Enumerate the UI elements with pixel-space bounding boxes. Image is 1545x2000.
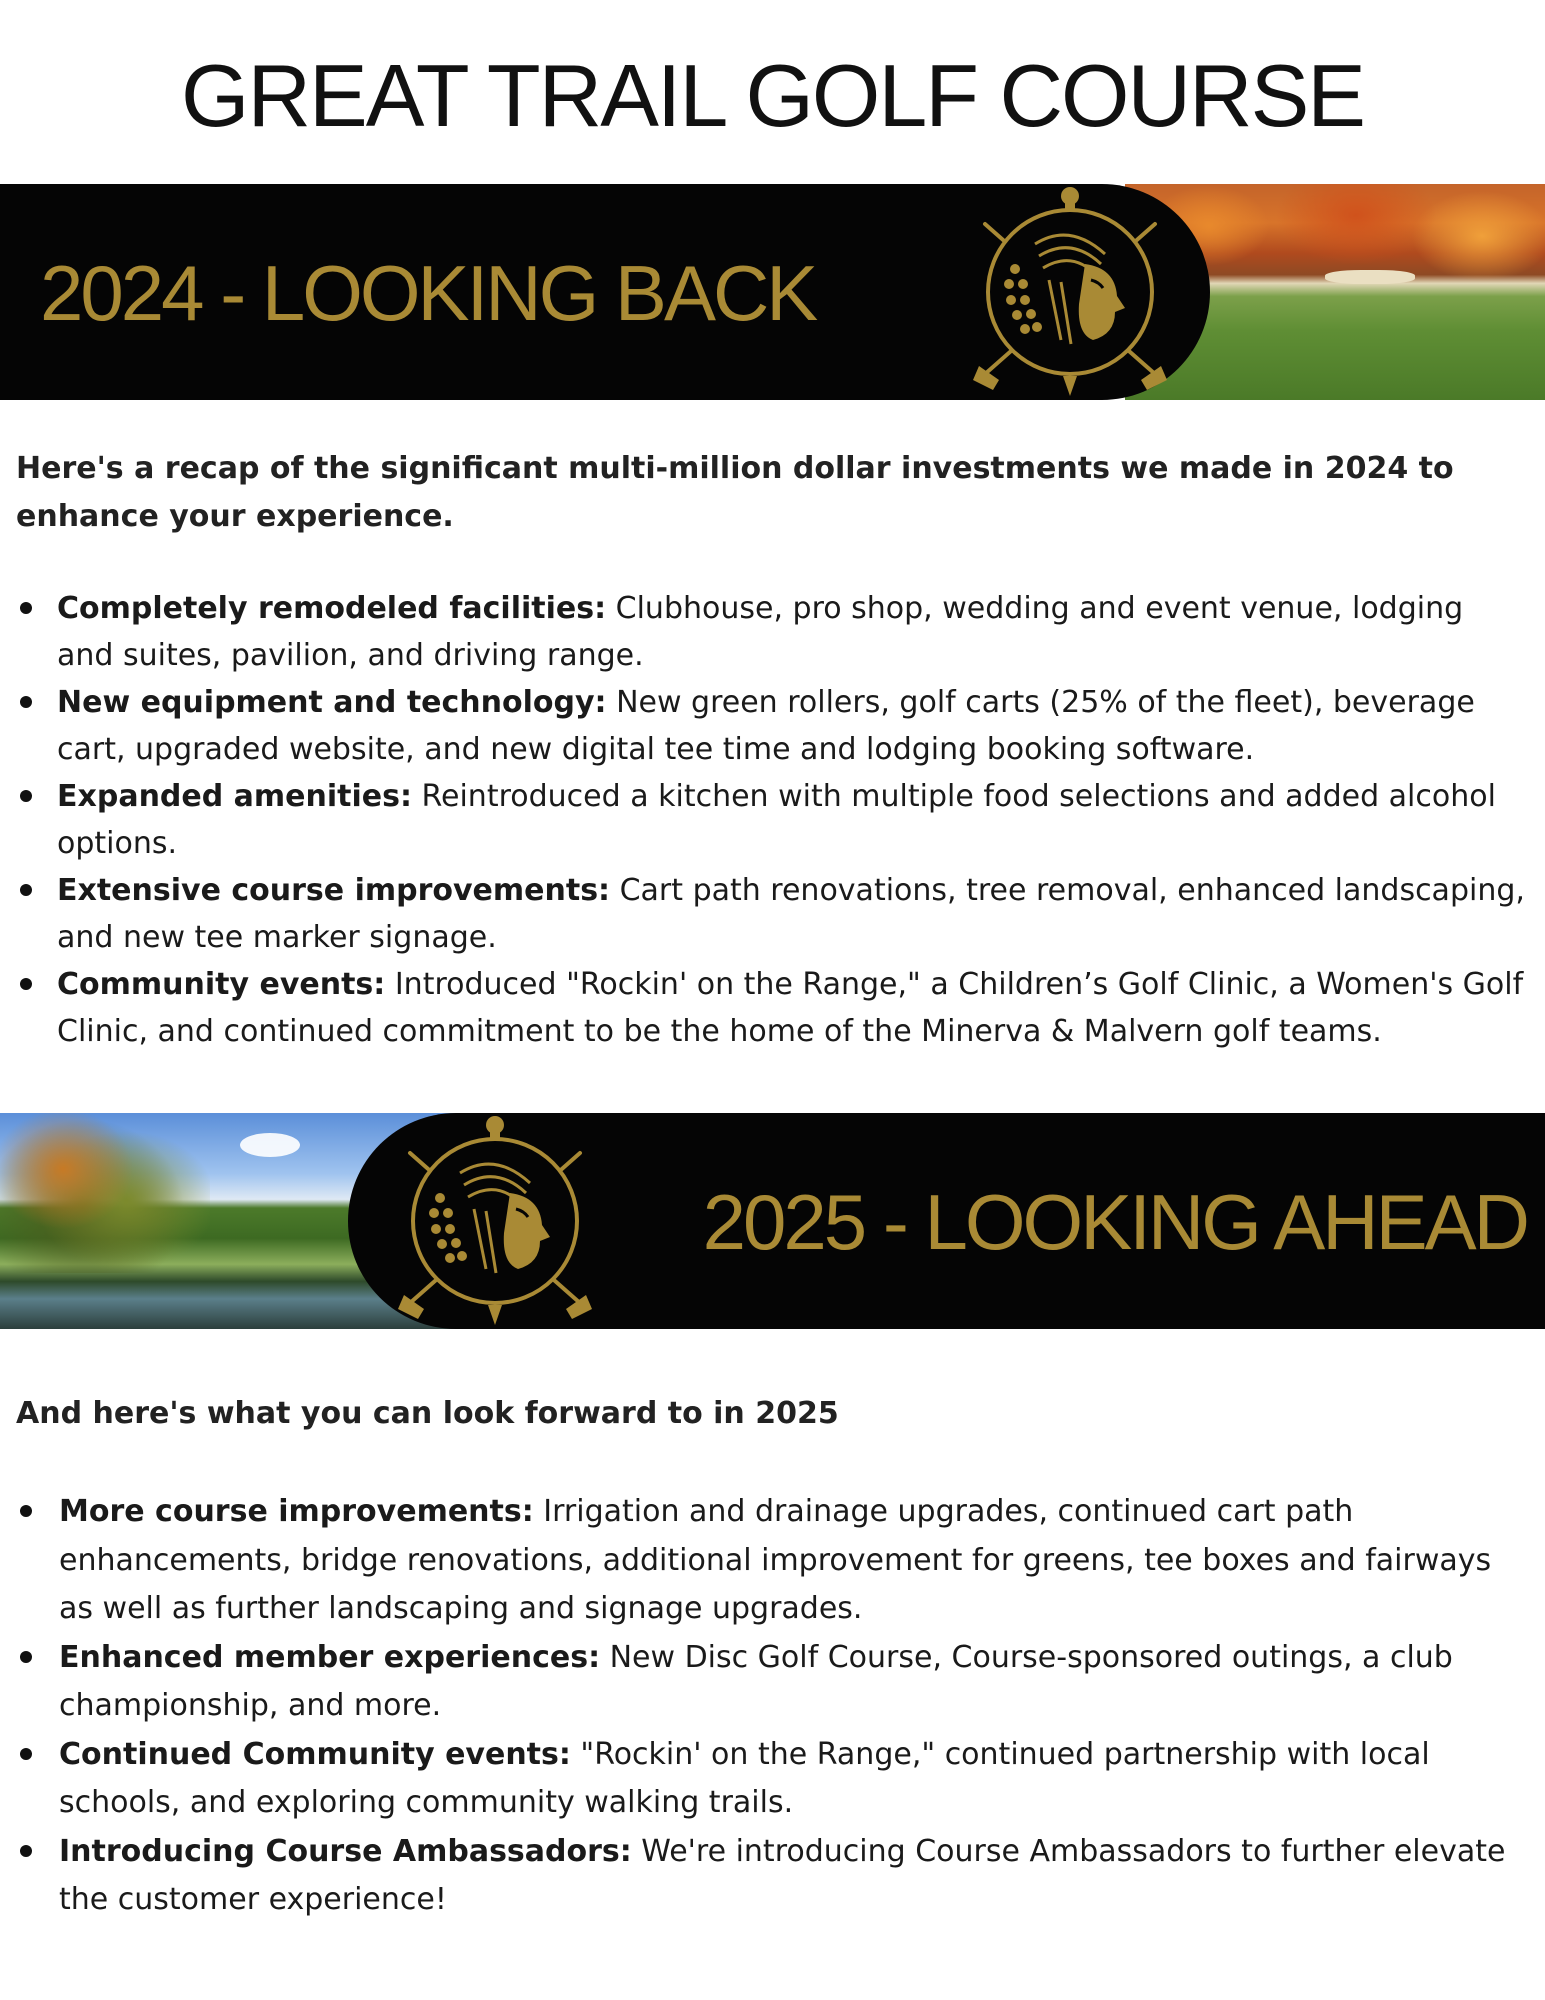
item-text: Introduced "Rockin' on the Range," a Children’s Golf Clinic, a Women's Golf Clinic, and continued commitment to be the home of the Minerva & Malvern golf teams. [57,967,1524,1049]
item-label: Extensive course improvements: [57,873,611,908]
item-text: Cart path renovations, tree removal, enhanced landscaping, and new tee marker signage. [57,873,1525,955]
list-item [0,867,1545,961]
bullet-dot-icon [20,1748,32,1760]
item-label: Enhanced member experiences: [59,1639,601,1675]
list-item [0,1634,1545,1731]
list-item [0,961,1545,1055]
item-text: We're introducing Course Ambassadors to further elevate the customer experience! [59,1833,1506,1917]
banner-heading-2024: 2024 - LOOKING BACK [40,249,816,337]
list-item [0,1828,1545,1925]
investments-list [0,585,1545,1055]
banner-looking-ahead [0,1113,1545,1329]
list-item [0,679,1545,773]
section-intro-2025: And here's what you can look forward to in 2025 [16,1396,839,1431]
item-text: Reintroduced a kitchen with multiple food selections and added alcohol options. [57,779,1496,861]
item-text: "Rockin' on the Range," continued partnership with local schools, and exploring community walking trails. [59,1736,1430,1820]
item-text: New green rollers, golf carts (25% of the fleet), beverage cart, upgraded website, and new digital tee time and lodging booking software. [57,685,1475,767]
golf-crest-logo-icon [390,1113,600,1329]
bullet-dot-icon [20,1505,32,1517]
item-label: More course improvements: [59,1494,534,1529]
item-label: Community events: [57,967,386,1002]
item-label: Completely remodeled facilities: [57,591,607,626]
bullet-dot-icon [20,978,32,990]
section-intro-2024: Here's a recap of the significant multi-million dollar investments we made in 2024 to enhance your experience. [16,451,1454,534]
item-label: Introducing Course Ambassadors: [59,1833,632,1869]
bullet-dot-icon [20,602,32,614]
list-item [0,585,1545,679]
upcoming-list [0,1488,1545,1925]
banner-looking-back [0,184,1545,400]
item-label: Expanded amenities: [57,779,412,814]
bullet-dot-icon [20,790,32,802]
bullet-dot-icon [20,884,32,896]
list-item [0,773,1545,867]
golf-crest-logo-icon [965,184,1175,400]
item-text: Irrigation and drainage upgrades, continued cart path enhancements, bridge renovations, additional improvement for greens, tee boxes and fairways as well as further landscaping and signage upgrades. [59,1494,1492,1626]
item-label: Continued Community events: [59,1736,571,1772]
list-item [0,1488,1545,1634]
bullet-dot-icon [20,1845,32,1857]
item-label: New equipment and technology: [57,685,607,720]
list-item [0,1731,1545,1828]
bullet-dot-icon [20,696,32,708]
item-text: Clubhouse, pro shop, wedding and event venue, lodging and suites, pavilion, and driving range. [57,591,1464,673]
banner-heading-2025: 2025 - LOOKING AHEAD [702,1178,1527,1266]
bullet-dot-icon [20,1651,32,1663]
page-title: GREAT TRAIL GOLF COURSE [181,46,1364,145]
item-text: New Disc Golf Course, Course-sponsored outings, a club championship, and more. [59,1639,1453,1723]
